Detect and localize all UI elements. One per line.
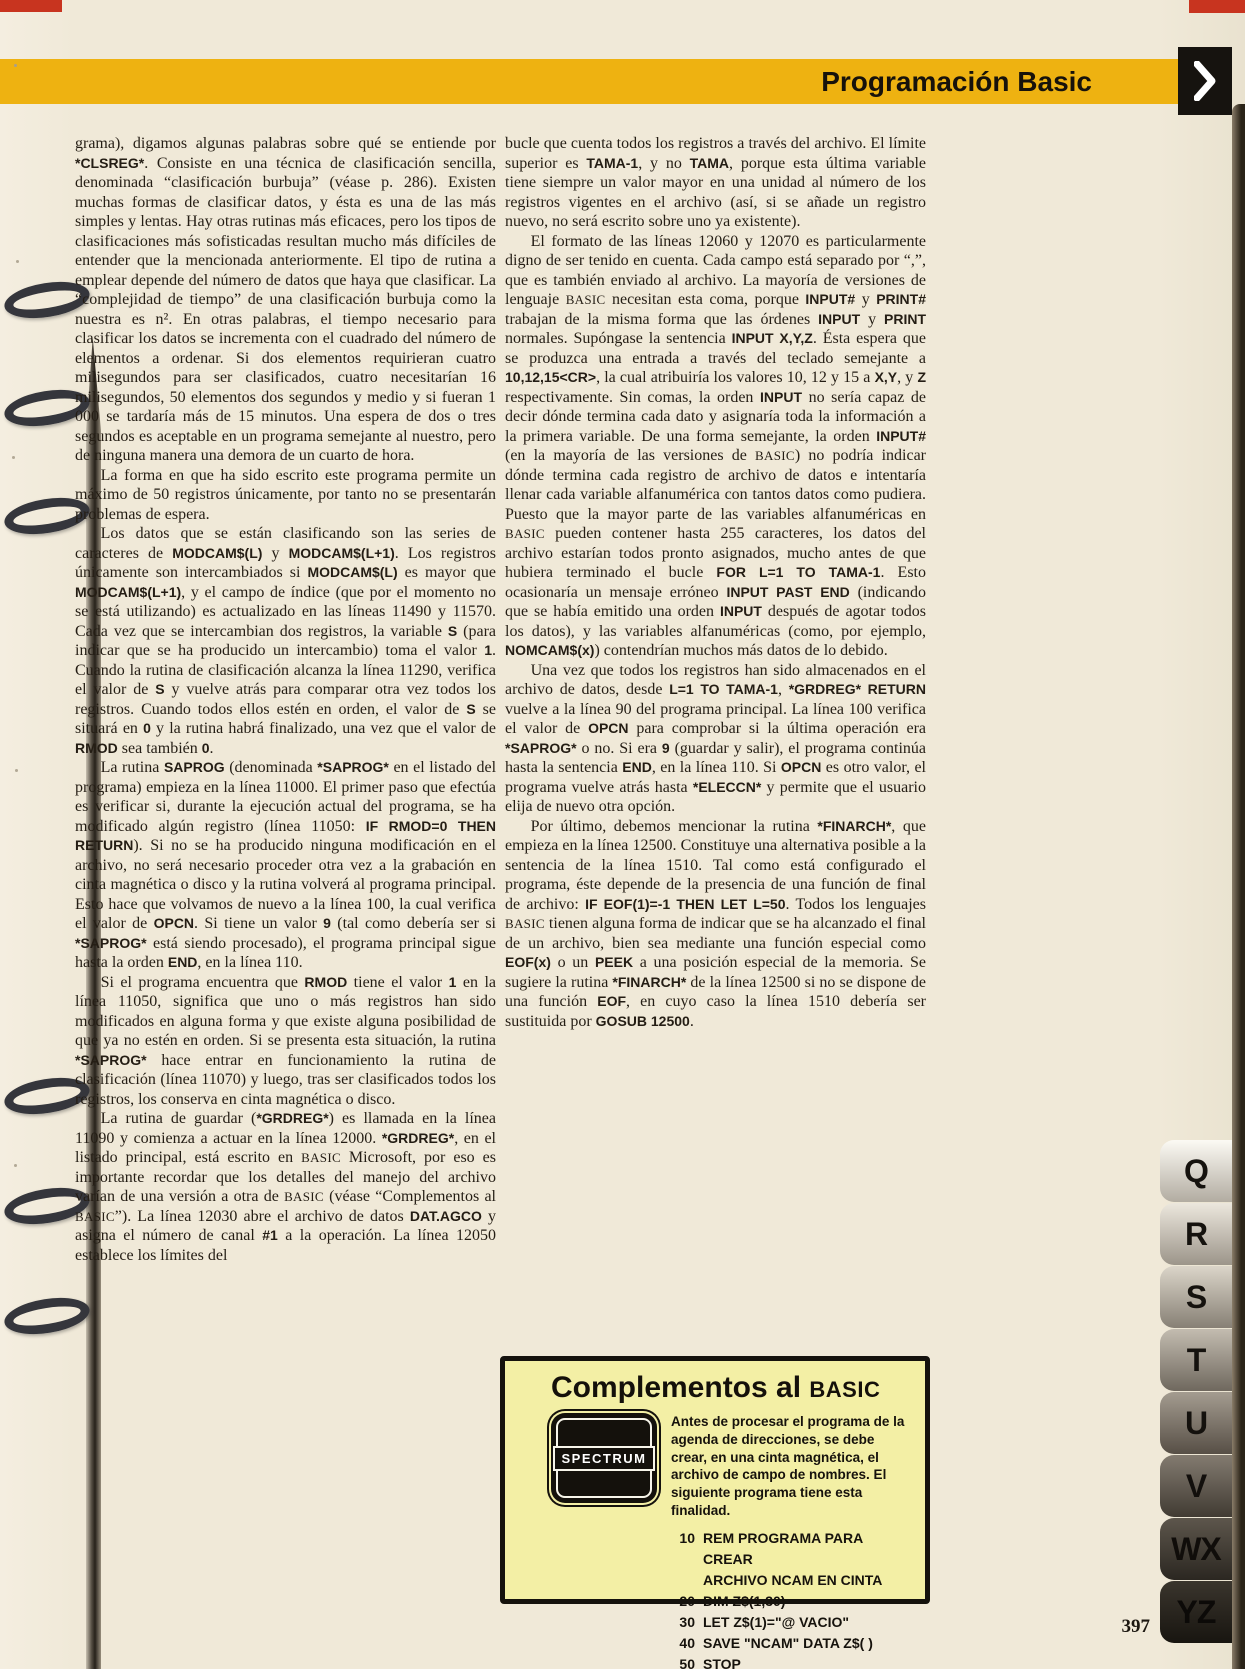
text-run: y la rutina habrá finalizado, una vez que el valor de — [150, 720, 496, 737]
inline-code: *SAPROG* — [505, 739, 577, 756]
spectrum-logo-label: SPECTRUM — [553, 1446, 656, 1471]
text-run: y — [855, 291, 877, 308]
inline-code: GOSUB 12500 — [595, 1012, 690, 1029]
inline-code: IF RMOD=0 THEN RETURN — [75, 817, 496, 853]
inline-code: *ELECCN* — [692, 778, 762, 795]
inline-code: SAPROG — [163, 759, 225, 775]
code-line-number: 10 — [679, 1529, 695, 1546]
article-column-left — [75, 134, 496, 1658]
text-run: ) no podría indicar dónde termina cada registro de archivo de datos e intentaría llenar cada variable alfanumérica con tantos datos como pudiera. Puesto que la mayor parte de las variables alfanuméricas en — [505, 447, 926, 523]
index-tab-q — [1160, 1140, 1232, 1202]
text-run: o no. Si era — [576, 739, 662, 757]
text-run: ). Si no se ha producido ninguna modificación en el archivo, no será necesario proceder otra vez a la grabación en cinta magnética o disco y la rutina volverá al programa principal. Esto hace que volvamos de nuevo a la línea 100, la cual verifica el valor de — [75, 837, 496, 932]
index-tab-u — [1160, 1392, 1232, 1454]
code-line-text: STOP — [703, 1655, 741, 1669]
inline-code: TAMA — [689, 154, 730, 171]
inline-code: *CLSREG* — [75, 154, 145, 171]
section-chevron-box — [1178, 47, 1232, 115]
text-run: para comprobar si la última operación era — [628, 720, 926, 737]
inline-code: OPCN — [153, 915, 195, 931]
inline-code: S — [466, 700, 476, 717]
index-tab-yz — [1160, 1581, 1232, 1643]
code-line — [671, 1633, 911, 1654]
inline-code: OPCN — [588, 720, 629, 736]
code-line-text: REM PROGRAMA PARA CREAR — [703, 1529, 863, 1567]
inline-code: DAT.AGCO — [409, 1207, 482, 1224]
code-line-text: LET Z$(1)="@ VACIO" — [703, 1613, 850, 1630]
text-run: o un — [550, 954, 595, 971]
code-line — [671, 1528, 911, 1570]
scan-specks — [14, 64, 17, 67]
text-run: . Consiste en una técnica de clasificación sencilla, denominada “clasificación burbuja” (véase p. 286). Existen muchas formas de clasificar datos, y ésta es una de las más simples y lentas. Hay otras rutinas más eficaces, pero los tipos de clasificaciones más sofisticadas resultan mucho más difíciles de entender que la mencionada anteriormente. El tipo de rutina a emplear depende del número de datos que haya que clasificar. La “complejidad de tiempo” de una clasificación burbuja como la nuestra es n². En otras palabras, el tiempo necesario para clasificar los datos se incrementa con el cuadrado del número de elementos a ordenar. Si dos elementos requirieran cuatro milisegundos para ser clasificados, cuatro necesitarían 16 milisegundos, 50 elementos dos segundos y medio y si fueran 1 000 se tardaría más de 15 minutos. Una espera de dos o tres segundos es aceptable en un programa semejante al nuestro, pero de ninguna manera una demora de un cuarto de hora. — [75, 154, 496, 464]
text-run: Una vez que todos los registros han sido almacenados en el archivo de datos, desde — [505, 661, 926, 698]
text-run: La rutina de guardar ( — [100, 1110, 257, 1127]
code-line-number: 20 — [679, 1592, 695, 1609]
code-line-number: 40 — [679, 1634, 695, 1651]
inline-code: RMOD — [304, 973, 348, 990]
text-run: (en la mayoría de las versiones de — [505, 447, 756, 464]
complementos-box — [500, 1356, 930, 1669]
inline-code: MODCAM$(L+1) — [75, 583, 182, 600]
text-run: normales. Supóngase la sentencia — [505, 330, 732, 347]
inline-code: 10,12,15<CR> — [505, 369, 597, 385]
text-run: . — [209, 739, 214, 757]
index-tab-label: U — [1184, 1404, 1208, 1441]
code-line — [671, 1654, 911, 1669]
inline-code: Z — [917, 369, 926, 385]
box-code-listing — [671, 1528, 911, 1669]
inline-code: IF EOF(1)=-1 THEN LET L=50 — [585, 895, 786, 912]
smallcaps-term: BASIC — [284, 1189, 324, 1204]
inline-code: INPUT — [760, 388, 802, 405]
text-run: ) contendrían muchos más datos de lo debido. — [594, 642, 888, 659]
text-run: está siendo procesado), el programa principal sigue hasta la orden — [75, 934, 496, 971]
section-title: Programación Basic — [821, 65, 1092, 97]
index-tabs — [1160, 1140, 1232, 1644]
text-run: y vuelve atrás para comparar otra vez todos los registros. Cuando todos ellos estén en orden, el valor de — [75, 681, 496, 718]
index-tab-label: YZ — [1176, 1593, 1216, 1630]
text-run: El formato de las líneas 12060 y 12070 es particularmente digno de ser tenido en cuenta. Cada campo está separado por “,”, que es también enviado al archivo. La mayoría de versiones de lenguaje — [505, 232, 926, 308]
text-run: , y el campo de índice (que por el momento no se está utilizando) es actualizado en las líneas 11490 y 11570. Cada vez que se intercambian dos registros, la variable — [75, 583, 496, 640]
index-tab-label: R — [1184, 1215, 1208, 1252]
box-intro-text: Antes de procesar el programa de la agenda de direcciones, se debe crear, en una cinta magnética, el archivo de campo de nombres. El siguiente programa tiene esta finalidad. — [671, 1414, 905, 1519]
inline-code: PEEK — [594, 954, 634, 970]
inline-code: S — [447, 622, 458, 639]
box-title — [551, 1373, 911, 1403]
inline-code: FOR L=1 TO TAMA-1 — [716, 564, 881, 580]
text-run: , la cual atribuiría los valores 10, 12 y 15 a — [596, 369, 875, 386]
text-run: , que empieza en la línea 12500. Constituye una alternativa posible a la sentencia de la línea 1510. Tal como está configurado el programa, éste depende de la presencia de una función de final de archivo: — [505, 817, 926, 913]
paragraph — [75, 758, 496, 973]
smallcaps-term: BASIC — [755, 448, 795, 463]
inline-code: INPUT X,Y,Z — [731, 330, 813, 346]
text-run: , en el listado principal, está escrito en — [75, 1129, 496, 1166]
text-run: , y no — [638, 154, 690, 172]
page-right-edge — [1232, 104, 1245, 1669]
index-tab-r — [1160, 1203, 1232, 1265]
text-run: y asigna el número de canal — [75, 1207, 496, 1244]
text-run: . Los registros únicamente son intercambiados si — [75, 544, 496, 581]
text-run: en el listado del programa) empieza en la línea 11000. El primer paso que efectúa es verificar si, durante la ejecución actual del programa, se ha modificado algún registro (línea 11050: — [75, 759, 496, 835]
text-run: sea también — [117, 739, 202, 757]
smallcaps-term: BASIC — [505, 526, 545, 541]
box-title-accent: BASIC — [809, 1377, 881, 1402]
inline-code: END — [622, 759, 652, 775]
text-run: . Cuando la rutina de clasificación alcanza la línea 11290, verifica el valor de — [75, 642, 496, 698]
inline-code: *GRDREG* — [381, 1129, 455, 1146]
text-run: Por último, debemos mencionar la rutina — [530, 817, 818, 835]
text-run: (denominada — [224, 759, 318, 776]
index-tab-s — [1160, 1266, 1232, 1328]
code-line-number: 50 — [679, 1655, 695, 1669]
section-header-band — [0, 59, 1178, 104]
text-run: ”). La línea 12030 abre el archivo de datos — [114, 1207, 410, 1225]
text-run: pueden contener hasta 255 caracteres, los datos del archivo estarían todos pronto asignados, mucho antes de que hubiera terminado el bucle — [505, 525, 926, 581]
text-run: trabajan de la misma forma que las órdenes — [505, 310, 819, 328]
inline-code: INPUT — [818, 310, 861, 327]
index-tab-label: WX — [1171, 1530, 1221, 1567]
code-line — [671, 1612, 911, 1633]
inline-code: *GRDREG* RETURN — [788, 681, 926, 697]
text-run: respectivamente. Sin comas, la orden — [505, 388, 760, 406]
inline-code: END — [167, 954, 198, 970]
paragraph — [75, 466, 496, 525]
text-run: bucle que cuenta todos los registros a través del archivo. El límite superior es — [505, 135, 926, 172]
text-run: vuelve a la línea 90 del programa principal. La línea 100 verifica el valor de — [505, 700, 926, 737]
box-body — [551, 1413, 911, 1669]
inline-code: S — [155, 681, 165, 697]
text-run: en la línea 11050, significa que uno o más registros han sido modificados en alguna forma y que existe alguna posibilidad de que ya no estén en orden. Si se presenta esta situación, la rutina — [75, 973, 496, 1049]
text-run: . Esto ocasionaría un mensaje erróneo — [505, 564, 926, 601]
text-run: . — [689, 1012, 694, 1030]
code-line — [671, 1570, 911, 1591]
text-run: a una posición especial de la memoria. Se sugiere la rutina — [505, 954, 926, 991]
text-run: y — [262, 544, 289, 562]
text-run: , porque esta última variable tiene siempre un valor mayor en una unidad al número de los registros vigentes en el archivo (así, si se añade un registro nuevo, no será escrito sobre uno ya existente). — [505, 154, 926, 230]
text-run: y permite que el usuario elija de nuevo otra opción. — [505, 778, 926, 815]
inline-code: OPCN — [780, 759, 822, 775]
paragraph — [505, 817, 926, 1032]
article-column-right — [505, 134, 926, 1346]
text-run: Si el programa encuentra que — [100, 973, 305, 991]
inline-code: PRINT# — [876, 291, 926, 307]
inline-code: MODCAM$(L+1) — [288, 544, 395, 561]
text-run: (para indicar que se ha producido un intercambio) toma el valor — [75, 622, 496, 659]
index-tab-label: T — [1186, 1341, 1206, 1378]
paragraph — [75, 1109, 496, 1265]
text-run: a la operación. La línea 12050 establece los límites del — [75, 1227, 496, 1264]
text-run: ) es llamada en la línea 11090 y comienza a actuar en la línea 12000. — [75, 1110, 496, 1147]
text-run: no sería capaz de decir dónde termina cada dato y asignaría toda la información a la primera variable. De una forma semejante, la orden — [505, 388, 926, 445]
paragraph — [75, 973, 496, 1110]
inline-code: *SAPROG* — [75, 934, 147, 951]
text-run: . Todos los lenguajes — [785, 895, 926, 913]
paragraph — [505, 232, 926, 661]
top-left-red-mark — [0, 0, 62, 12]
inline-code: *SAPROG* — [75, 1051, 147, 1068]
paragraph — [505, 134, 926, 232]
inline-code: 1 — [448, 973, 457, 990]
text-run: es otro valor, el programa vuelve atrás hasta — [505, 759, 926, 796]
inline-code: INPUT# — [876, 427, 926, 444]
text-run: de la línea 12500 si no se dispone de una función — [505, 973, 926, 1010]
smallcaps-term: BASIC — [75, 1208, 115, 1224]
box-right-content — [671, 1413, 911, 1669]
text-run: (indicando que se había emitido una orden — [505, 583, 926, 620]
inline-code: *GRDREG* — [256, 1110, 329, 1126]
code-line-text: DIM Z$(1,30) — [703, 1592, 786, 1609]
text-run: necesitan esta coma, porque — [605, 291, 806, 308]
smallcaps-term: BASIC — [301, 1150, 341, 1165]
text-run: es mayor que — [397, 564, 496, 581]
text-run: se situará en — [75, 700, 496, 737]
text-run: La rutina — [100, 759, 164, 776]
index-tab-v — [1160, 1455, 1232, 1517]
chevron-right-icon — [1194, 61, 1216, 101]
inline-code: 9 — [661, 739, 670, 756]
text-run: después de agotar todos los datos), y las variables alfanuméricas (como, por ejemplo, — [505, 603, 926, 640]
inline-code: INPUT — [719, 603, 762, 619]
inline-code: MODCAM$(L) — [172, 544, 263, 561]
paragraph — [75, 134, 496, 466]
text-run: y — [860, 310, 885, 328]
paragraph — [505, 661, 926, 817]
inline-code: EOF(x) — [505, 954, 551, 970]
inline-code: *FINARCH* — [817, 817, 892, 834]
code-line-number — [671, 1570, 695, 1591]
inline-code: 0 — [201, 739, 210, 756]
code-line-text: ARCHIVO NCAM EN CINTA — [703, 1571, 883, 1588]
top-right-red-mark — [1189, 0, 1245, 13]
box-title-main: Complementos al — [551, 1371, 810, 1404]
inline-code: INPUT PAST END — [726, 583, 850, 600]
text-run: (tal como debería ser si — [330, 915, 496, 932]
text-run: hace entrar en funcionamiento la rutina de clasificación (línea 11070) y luego, tras ser clasificados todos los registros, los conserva en cinta magnética o disco. — [75, 1051, 496, 1108]
text-run: . Ésta espera que se produzca una entrada a través del teclado semejante a — [505, 330, 926, 367]
smallcaps-term: BASIC — [505, 916, 545, 931]
inline-code: X,Y — [874, 369, 898, 385]
text-run: tiene el valor — [347, 973, 449, 991]
inline-code: *FINARCH* — [612, 973, 687, 990]
spectrum-logo — [551, 1413, 657, 1503]
index-tab-t — [1160, 1329, 1232, 1391]
code-line-text: SAVE "NCAM" DATA Z$( ) — [703, 1634, 873, 1651]
inline-code: TAMA-1 — [586, 154, 639, 171]
inline-code: *SAPROG* — [317, 759, 389, 775]
text-run: tienen alguna forma de indicar que se ha alcanzado el final de un archivo, bien sea mediante una función especial como — [505, 915, 926, 952]
text-run: La forma en que ha sido escrito este programa permite un máximo de 50 registros únicamente, por tanto no se presentarán problemas de espera. — [75, 466, 496, 523]
text-run: grama), digamos algunas palabras sobre qué se entiende por — [75, 135, 496, 152]
inline-code: RMOD — [75, 739, 118, 756]
inline-code: EOF — [597, 993, 627, 1009]
page-number: 397 — [1121, 1616, 1150, 1637]
index-tab-label: Q — [1184, 1152, 1208, 1189]
code-line — [671, 1591, 911, 1612]
inline-code: 1 — [484, 642, 492, 658]
inline-code: NOMCAM$(x) — [505, 642, 595, 658]
text-run: Los datos que se están clasificando son las series de caracteres de — [75, 525, 496, 562]
inline-code: 9 — [323, 915, 331, 931]
inline-code: #1 — [262, 1227, 278, 1243]
text-run: . Si tiene un valor — [194, 915, 324, 932]
text-run: (véase “Complementos al — [323, 1188, 496, 1205]
index-tab-label: S — [1185, 1278, 1207, 1315]
text-run: Microsoft, por eso es importante recordar que los detalles del manejo del archivo varían de una versión a otra de — [75, 1149, 496, 1205]
text-run: , en la línea 110. — [197, 954, 303, 971]
text-run: (guardar y salir), el programa continúa hasta la sentencia — [505, 739, 926, 776]
index-tab-label: V — [1185, 1467, 1207, 1504]
text-run: , en la línea 110. Si — [651, 759, 781, 776]
inline-code: INPUT# — [805, 291, 856, 307]
paragraph — [75, 524, 496, 758]
inline-code: MODCAM$(L) — [307, 564, 398, 580]
inline-code: PRINT — [884, 310, 926, 327]
code-line-number: 30 — [679, 1613, 695, 1630]
index-tab-wx — [1160, 1518, 1232, 1580]
text-run: , en cuyo caso la línea 1510 debería ser sustituida por — [505, 993, 926, 1030]
smallcaps-term: BASIC — [565, 292, 606, 307]
inline-code: 0 — [143, 720, 151, 736]
inline-code: L=1 TO TAMA-1 — [669, 681, 778, 697]
text-run: , y — [897, 369, 918, 386]
text-run: , — [777, 681, 789, 698]
